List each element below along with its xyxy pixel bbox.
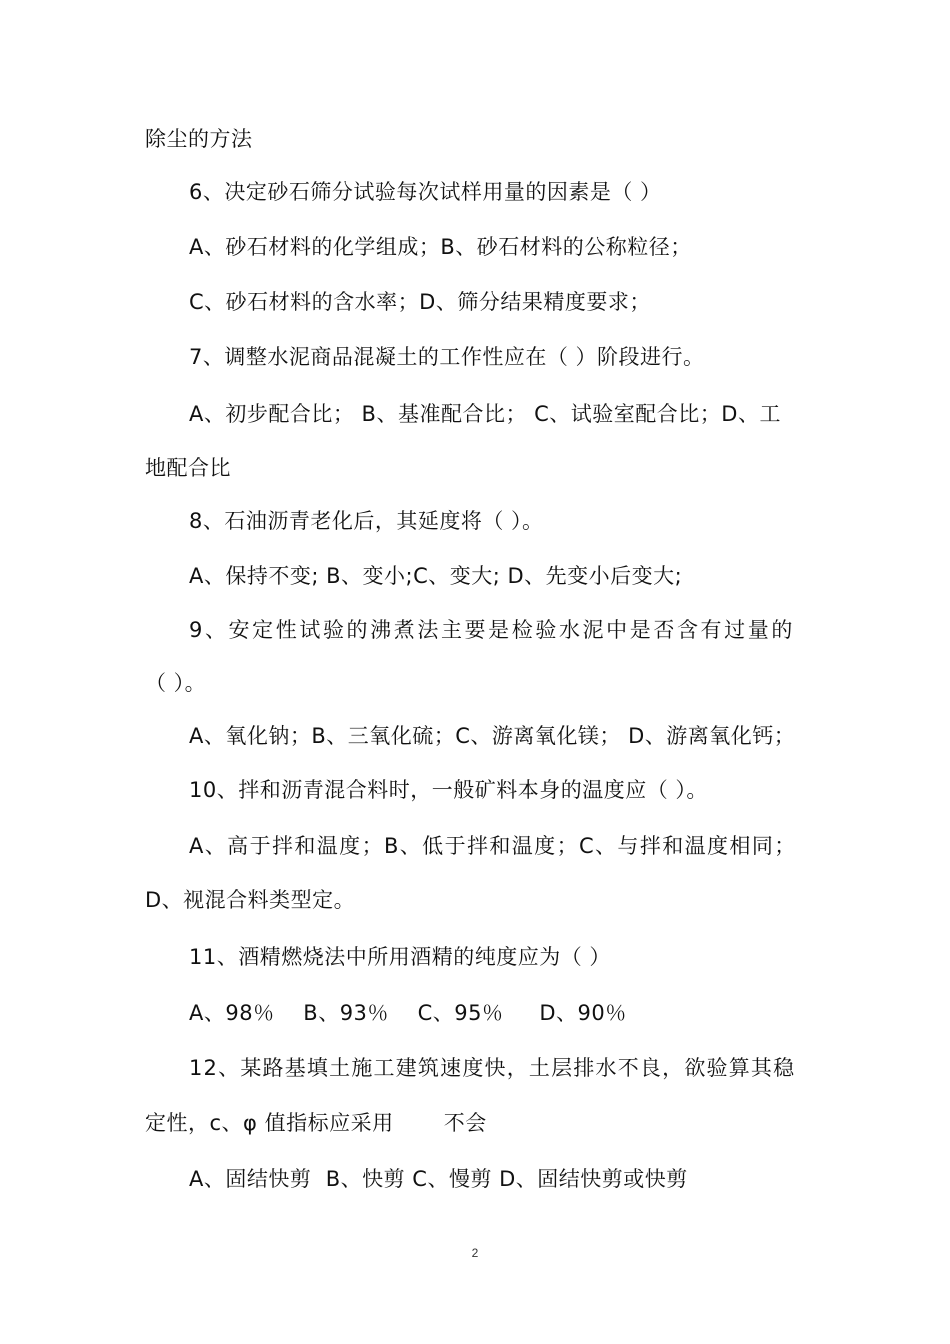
question-7: 7、调整水泥商品混凝土的工作性应在（ ）阶段进行。: [189, 345, 705, 369]
question-6: 6、决定砂石筛分试验每次试样用量的因素是（ ）: [189, 180, 662, 204]
question-11: 11、酒精燃烧法中所用酒精的纯度应为（ ）: [189, 945, 611, 969]
question-7-options-cont: 地配合比: [145, 456, 231, 480]
question-10-options: A、高于拌和温度；B、低于拌和温度；C、与拌和温度相同；: [189, 834, 797, 858]
question-12-cont: 定性，c、φ 值指标应采用 不会: [145, 1111, 487, 1135]
question-6-options-cd: C、砂石材料的含水率；D、筛分结果精度要求；: [189, 290, 651, 314]
question-11-options: A、98％ B、93％ C、95％ D、90％: [189, 1001, 627, 1025]
page-number: 2: [471, 1246, 479, 1260]
question-6-options-ab: A、砂石材料的化学组成；B、砂石材料的公称粒径；: [189, 235, 692, 259]
question-8: 8、石油沥青老化后，其延度将（ ）。: [189, 509, 544, 533]
question-7-options: A、初步配合比； B、基准配合比； C、试验室配合比；D、工: [189, 402, 781, 426]
question-12: 12、某路基填土施工建筑速度快，土层排水不良，欲验算其稳: [189, 1056, 796, 1080]
question-10-options-cont: D、视混合料类型定。: [145, 888, 356, 912]
question-10: 10、拌和沥青混合料时，一般矿料本身的温度应（ ）。: [189, 778, 708, 802]
question-9-cont: （ ）。: [145, 671, 207, 695]
question-9-options: A、氧化钠；B、三氧化硫；C、游离氧化镁； D、游离氧化钙；: [189, 724, 796, 748]
question-9: 9、安定性试验的沸煮法主要是检验水泥中是否含有过量的: [189, 618, 795, 642]
question-8-options: A、保持不变; B、变小;C、变大; D、先变小后变大;: [189, 564, 683, 588]
text-line: 除尘的方法: [145, 127, 253, 151]
question-12-options: A、固结快剪 B、快剪 C、慢剪 D、固结快剪或快剪: [189, 1167, 688, 1191]
